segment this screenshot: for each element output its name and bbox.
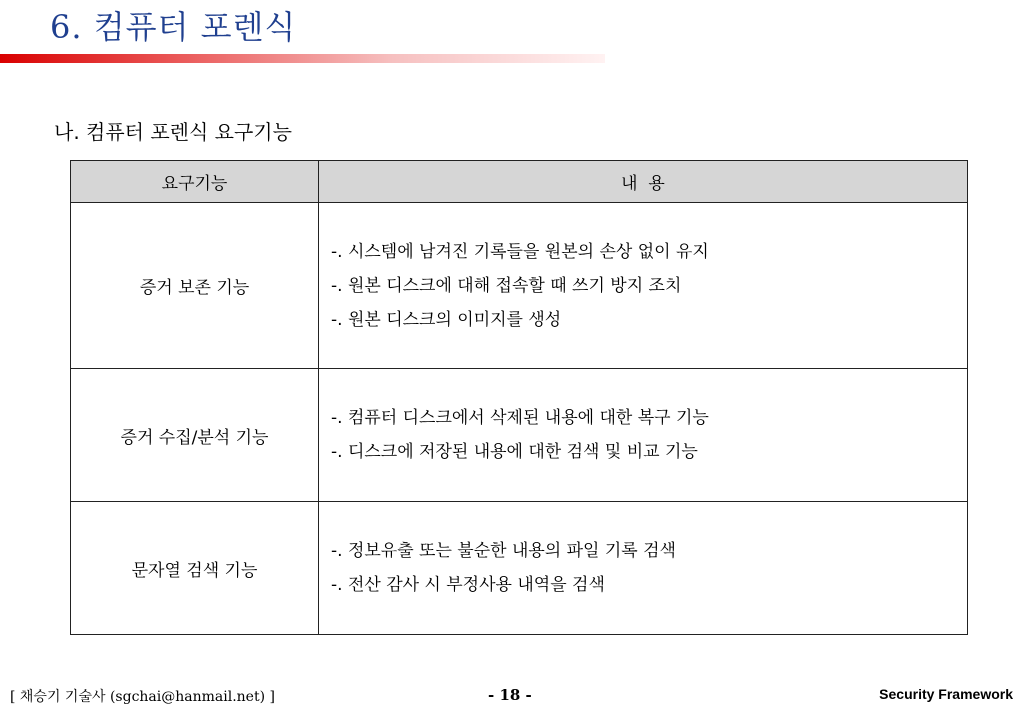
footer-author: [ 채승기 기술사 (sgchai@hanmail.net) ] [10, 689, 275, 705]
slide-title: 6. 컴퓨터 포렌식 [50, 8, 297, 46]
footer-brand: Security Framework [879, 686, 1013, 702]
section-subtitle: 나. 컴퓨터 포렌식 요구기능 [54, 120, 292, 144]
description-cell [319, 203, 968, 369]
feature-cell: 문자열 검색 기능 [71, 502, 319, 635]
description-item: -. 정보유출 또는 불순한 내용의 파일 기록 검색 [331, 541, 676, 561]
description-item: -. 디스크에 저장된 내용에 대한 검색 및 비교 기능 [331, 442, 698, 462]
description-cell [319, 369, 968, 502]
footer-page-number: - 18 - [488, 686, 532, 704]
description-item: -. 원본 디스크에 대해 접속할 때 쓰기 방지 조치 [331, 275, 682, 296]
header-requirement: 요구기능 [71, 161, 319, 203]
requirements-table [70, 160, 968, 635]
table-row [71, 502, 968, 635]
title-underline-bar [0, 54, 605, 63]
table-row [71, 369, 968, 502]
description-item: -. 시스템에 남겨진 기록들을 원본의 손상 없이 유지 [331, 241, 709, 262]
feature-cell: 증거 보존 기능 [71, 203, 319, 369]
description-cell [319, 502, 968, 635]
description-item: -. 전산 감사 시 부정사용 내역을 검색 [331, 575, 605, 595]
description-item: -. 컴퓨터 디스크에서 삭제된 내용에 대한 복구 기능 [331, 408, 709, 428]
description-item: -. 원본 디스크의 이미지를 생성 [331, 309, 562, 330]
feature-cell: 증거 수집/분석 기능 [71, 369, 319, 502]
header-content: 내 용 [319, 161, 968, 203]
table-row [71, 203, 968, 369]
table-header-row [71, 161, 968, 203]
